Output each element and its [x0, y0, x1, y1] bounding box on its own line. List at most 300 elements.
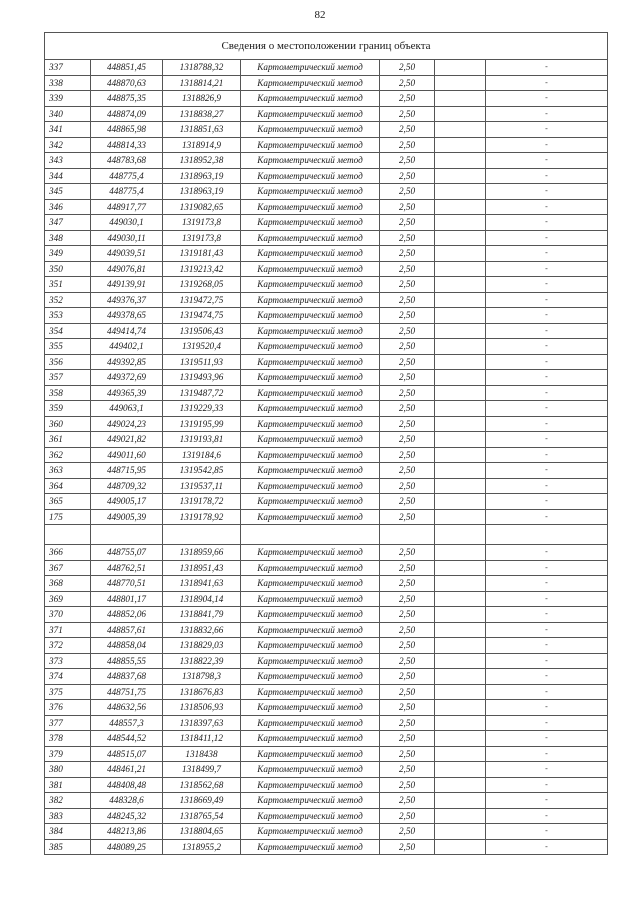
table-row	[45, 60, 608, 76]
description-cell: -	[486, 370, 608, 386]
point-number-cell: 344	[45, 168, 91, 184]
table-row	[45, 339, 608, 355]
precision-cell: 2,50	[380, 591, 435, 607]
x-coordinate-cell: 448515,07	[91, 746, 163, 762]
y-coordinate-cell: 1318676,83	[163, 684, 241, 700]
x-coordinate-cell: 448461,21	[91, 762, 163, 778]
method-cell: Картометрический метод	[241, 669, 380, 685]
description-cell: -	[486, 137, 608, 153]
empty-cell	[435, 700, 486, 716]
point-number-cell: 371	[45, 622, 91, 638]
point-number-cell: 338	[45, 75, 91, 91]
x-coordinate-cell: 448089,25	[91, 839, 163, 855]
table-row	[45, 669, 608, 685]
empty-cell	[435, 839, 486, 855]
x-coordinate-cell: 449414,74	[91, 323, 163, 339]
method-cell: Картометрический метод	[241, 91, 380, 107]
x-coordinate-cell: 449030,11	[91, 230, 163, 246]
empty-cell	[435, 261, 486, 277]
x-coordinate-cell: 449021,82	[91, 432, 163, 448]
y-coordinate-cell: 1319195,99	[163, 416, 241, 432]
point-number-cell: 365	[45, 494, 91, 510]
precision-cell: 2,50	[380, 824, 435, 840]
method-cell: Картометрический метод	[241, 731, 380, 747]
table-row	[45, 308, 608, 324]
empty-cell	[435, 545, 486, 561]
y-coordinate-cell: 1318963,19	[163, 168, 241, 184]
description-cell: -	[486, 777, 608, 793]
table-row	[45, 607, 608, 623]
y-coordinate-cell: 1319178,72	[163, 494, 241, 510]
point-number-cell: 347	[45, 215, 91, 231]
point-number-cell: 341	[45, 122, 91, 138]
method-cell: Картометрический метод	[241, 463, 380, 479]
point-number-cell: 370	[45, 607, 91, 623]
precision-cell: 2,50	[380, 793, 435, 809]
point-number-cell: 378	[45, 731, 91, 747]
table-row	[45, 638, 608, 654]
x-coordinate-cell: 449139,91	[91, 277, 163, 293]
y-coordinate-cell: 1318959,66	[163, 545, 241, 561]
precision-cell: 2,50	[380, 684, 435, 700]
description-cell: -	[486, 277, 608, 293]
point-number-cell: 382	[45, 793, 91, 809]
table-title-row	[45, 33, 608, 60]
empty-cell	[435, 762, 486, 778]
point-number-cell: 345	[45, 184, 91, 200]
y-coordinate-cell: 1318798,3	[163, 669, 241, 685]
x-coordinate-cell: 448632,56	[91, 700, 163, 716]
empty-cell	[435, 576, 486, 592]
description-cell: -	[486, 308, 608, 324]
description-cell: -	[486, 339, 608, 355]
empty-cell	[435, 153, 486, 169]
y-coordinate-cell: 1319213,42	[163, 261, 241, 277]
empty-cell	[435, 808, 486, 824]
table-row	[45, 509, 608, 525]
method-cell: Картометрический метод	[241, 215, 380, 231]
empty-cell	[435, 199, 486, 215]
x-coordinate-cell: 449076,81	[91, 261, 163, 277]
method-cell: Картометрический метод	[241, 199, 380, 215]
table-row	[45, 106, 608, 122]
method-cell: Картометрический метод	[241, 560, 380, 576]
separator-cell	[45, 525, 91, 545]
empty-cell	[435, 591, 486, 607]
description-cell: -	[486, 576, 608, 592]
precision-cell: 2,50	[380, 385, 435, 401]
point-number-cell: 362	[45, 447, 91, 463]
empty-cell	[435, 416, 486, 432]
separator-cell	[380, 525, 435, 545]
description-cell: -	[486, 354, 608, 370]
description-cell: -	[486, 75, 608, 91]
table-row	[45, 168, 608, 184]
y-coordinate-cell: 1318832,66	[163, 622, 241, 638]
description-cell: -	[486, 246, 608, 262]
y-coordinate-cell: 1318955,2	[163, 839, 241, 855]
point-number-cell: 343	[45, 153, 91, 169]
precision-cell: 2,50	[380, 416, 435, 432]
y-coordinate-cell: 1318904,14	[163, 591, 241, 607]
empty-cell	[435, 277, 486, 293]
precision-cell: 2,50	[380, 576, 435, 592]
precision-cell: 2,50	[380, 715, 435, 731]
precision-cell: 2,50	[380, 277, 435, 293]
empty-cell	[435, 339, 486, 355]
y-coordinate-cell: 1318765,54	[163, 808, 241, 824]
description-cell: -	[486, 839, 608, 855]
description-cell: -	[486, 607, 608, 623]
x-coordinate-cell: 448851,45	[91, 60, 163, 76]
description-cell: -	[486, 762, 608, 778]
point-number-cell: 349	[45, 246, 91, 262]
separator-cell	[241, 525, 380, 545]
table-row	[45, 137, 608, 153]
table-row	[45, 122, 608, 138]
empty-cell	[435, 246, 486, 262]
x-coordinate-cell: 448328,6	[91, 793, 163, 809]
table-row	[45, 401, 608, 417]
table-row	[45, 808, 608, 824]
table-row	[45, 385, 608, 401]
description-cell: -	[486, 638, 608, 654]
point-number-cell: 364	[45, 478, 91, 494]
precision-cell: 2,50	[380, 731, 435, 747]
boundary-coordinates-table	[44, 32, 608, 855]
x-coordinate-cell: 448715,95	[91, 463, 163, 479]
precision-cell: 2,50	[380, 75, 435, 91]
x-coordinate-cell: 448408,48	[91, 777, 163, 793]
empty-cell	[435, 746, 486, 762]
point-number-cell: 367	[45, 560, 91, 576]
table-row	[45, 292, 608, 308]
precision-cell: 2,50	[380, 463, 435, 479]
x-coordinate-cell: 448865,98	[91, 122, 163, 138]
method-cell: Картометрический метод	[241, 638, 380, 654]
y-coordinate-cell: 1319229,33	[163, 401, 241, 417]
separator-cell	[91, 525, 163, 545]
empty-cell	[435, 622, 486, 638]
table-row	[45, 199, 608, 215]
point-number-cell: 348	[45, 230, 91, 246]
precision-cell: 2,50	[380, 700, 435, 716]
y-coordinate-cell: 1318838,27	[163, 106, 241, 122]
table-row	[45, 463, 608, 479]
description-cell: -	[486, 560, 608, 576]
precision-cell: 2,50	[380, 622, 435, 638]
x-coordinate-cell: 448870,63	[91, 75, 163, 91]
y-coordinate-cell: 1318851,63	[163, 122, 241, 138]
point-number-cell: 374	[45, 669, 91, 685]
separator-cell	[435, 525, 486, 545]
y-coordinate-cell: 1318804,65	[163, 824, 241, 840]
x-coordinate-cell: 448709,32	[91, 478, 163, 494]
description-cell: -	[486, 653, 608, 669]
empty-cell	[435, 560, 486, 576]
point-number-cell: 353	[45, 308, 91, 324]
point-number-cell: 383	[45, 808, 91, 824]
precision-cell: 2,50	[380, 746, 435, 762]
empty-cell	[435, 292, 486, 308]
x-coordinate-cell: 449402,1	[91, 339, 163, 355]
point-number-cell: 385	[45, 839, 91, 855]
table-body	[45, 33, 608, 855]
y-coordinate-cell: 1319493,96	[163, 370, 241, 386]
empty-cell	[435, 323, 486, 339]
table-row	[45, 75, 608, 91]
description-cell: -	[486, 746, 608, 762]
y-coordinate-cell: 1319474,75	[163, 308, 241, 324]
point-number-cell: 359	[45, 401, 91, 417]
precision-cell: 2,50	[380, 122, 435, 138]
x-coordinate-cell: 448837,68	[91, 669, 163, 685]
method-cell: Картометрический метод	[241, 432, 380, 448]
y-coordinate-cell: 1319173,8	[163, 230, 241, 246]
x-coordinate-cell: 448775,4	[91, 168, 163, 184]
point-number-cell: 340	[45, 106, 91, 122]
table-row	[45, 494, 608, 510]
empty-cell	[435, 715, 486, 731]
table-row	[45, 824, 608, 840]
precision-cell: 2,50	[380, 184, 435, 200]
y-coordinate-cell: 1318841,79	[163, 607, 241, 623]
empty-cell	[435, 494, 486, 510]
point-number-cell: 350	[45, 261, 91, 277]
x-coordinate-cell: 448762,51	[91, 560, 163, 576]
method-cell: Картометрический метод	[241, 354, 380, 370]
method-cell: Картометрический метод	[241, 591, 380, 607]
y-coordinate-cell: 1319542,85	[163, 463, 241, 479]
empty-cell	[435, 793, 486, 809]
precision-cell: 2,50	[380, 777, 435, 793]
y-coordinate-cell: 1318914,9	[163, 137, 241, 153]
point-number-cell: 376	[45, 700, 91, 716]
precision-cell: 2,50	[380, 246, 435, 262]
point-number-cell: 361	[45, 432, 91, 448]
empty-cell	[435, 370, 486, 386]
y-coordinate-cell: 1319506,43	[163, 323, 241, 339]
precision-cell: 2,50	[380, 199, 435, 215]
empty-cell	[435, 91, 486, 107]
method-cell: Картометрический метод	[241, 153, 380, 169]
x-coordinate-cell: 449011,60	[91, 447, 163, 463]
y-coordinate-cell: 1319178,92	[163, 509, 241, 525]
y-coordinate-cell: 1318963,19	[163, 184, 241, 200]
method-cell: Картометрический метод	[241, 509, 380, 525]
empty-cell	[435, 824, 486, 840]
y-coordinate-cell: 1318822,39	[163, 653, 241, 669]
y-coordinate-cell: 1318669,49	[163, 793, 241, 809]
method-cell: Картометрический метод	[241, 839, 380, 855]
x-coordinate-cell: 449378,65	[91, 308, 163, 324]
method-cell: Картометрический метод	[241, 607, 380, 623]
description-cell: -	[486, 591, 608, 607]
table-row	[45, 370, 608, 386]
description-cell: -	[486, 323, 608, 339]
precision-cell: 2,50	[380, 308, 435, 324]
table-title: Сведения о местоположении границ объекта	[45, 33, 608, 60]
precision-cell: 2,50	[380, 230, 435, 246]
empty-cell	[435, 60, 486, 76]
table-row	[45, 622, 608, 638]
y-coordinate-cell: 1318499,7	[163, 762, 241, 778]
x-coordinate-cell: 448858,04	[91, 638, 163, 654]
page-number: 82	[314, 9, 326, 21]
empty-cell	[435, 653, 486, 669]
empty-cell	[435, 137, 486, 153]
precision-cell: 2,50	[380, 638, 435, 654]
empty-cell	[435, 401, 486, 417]
point-number-cell: 342	[45, 137, 91, 153]
table-row	[45, 839, 608, 855]
precision-cell: 2,50	[380, 137, 435, 153]
empty-cell	[435, 385, 486, 401]
precision-cell: 2,50	[380, 323, 435, 339]
point-number-cell: 368	[45, 576, 91, 592]
empty-cell	[435, 463, 486, 479]
precision-cell: 2,50	[380, 261, 435, 277]
method-cell: Картометрический метод	[241, 122, 380, 138]
x-coordinate-cell: 448855,55	[91, 653, 163, 669]
method-cell: Картометрический метод	[241, 261, 380, 277]
point-number-cell: 363	[45, 463, 91, 479]
x-coordinate-cell: 449005,17	[91, 494, 163, 510]
precision-cell: 2,50	[380, 153, 435, 169]
method-cell: Картометрический метод	[241, 137, 380, 153]
method-cell: Картометрический метод	[241, 576, 380, 592]
table-row	[45, 153, 608, 169]
precision-cell: 2,50	[380, 762, 435, 778]
precision-cell: 2,50	[380, 839, 435, 855]
x-coordinate-cell: 449365,39	[91, 385, 163, 401]
method-cell: Картометрический метод	[241, 824, 380, 840]
precision-cell: 2,50	[380, 370, 435, 386]
table-row	[45, 323, 608, 339]
description-cell: -	[486, 416, 608, 432]
table-row	[45, 416, 608, 432]
description-cell: -	[486, 168, 608, 184]
description-cell: -	[486, 401, 608, 417]
method-cell: Картометрический метод	[241, 323, 380, 339]
empty-cell	[435, 607, 486, 623]
x-coordinate-cell: 448755,07	[91, 545, 163, 561]
method-cell: Картометрический метод	[241, 808, 380, 824]
table-row	[45, 762, 608, 778]
empty-cell	[435, 215, 486, 231]
table-row	[45, 478, 608, 494]
description-cell: -	[486, 230, 608, 246]
description-cell: -	[486, 700, 608, 716]
description-cell: -	[486, 106, 608, 122]
x-coordinate-cell: 448875,35	[91, 91, 163, 107]
table-row	[45, 684, 608, 700]
precision-cell: 2,50	[380, 106, 435, 122]
point-number-cell: 373	[45, 653, 91, 669]
x-coordinate-cell: 449039,51	[91, 246, 163, 262]
y-coordinate-cell: 1319268,05	[163, 277, 241, 293]
precision-cell: 2,50	[380, 401, 435, 417]
table-row	[45, 230, 608, 246]
y-coordinate-cell: 1319520,4	[163, 339, 241, 355]
precision-cell: 2,50	[380, 292, 435, 308]
empty-cell	[435, 731, 486, 747]
precision-cell: 2,50	[380, 354, 435, 370]
precision-cell: 2,50	[380, 808, 435, 824]
description-cell: -	[486, 385, 608, 401]
point-number-cell: 360	[45, 416, 91, 432]
x-coordinate-cell: 449024,23	[91, 416, 163, 432]
x-coordinate-cell: 448213,86	[91, 824, 163, 840]
point-number-cell: 380	[45, 762, 91, 778]
method-cell: Картометрический метод	[241, 106, 380, 122]
precision-cell: 2,50	[380, 509, 435, 525]
method-cell: Картометрический метод	[241, 447, 380, 463]
empty-cell	[435, 184, 486, 200]
table-row	[45, 215, 608, 231]
precision-cell: 2,50	[380, 478, 435, 494]
description-cell: -	[486, 153, 608, 169]
method-cell: Картометрический метод	[241, 416, 380, 432]
empty-cell	[435, 638, 486, 654]
method-cell: Картометрический метод	[241, 246, 380, 262]
table-row	[45, 793, 608, 809]
x-coordinate-cell: 448245,32	[91, 808, 163, 824]
description-cell: -	[486, 478, 608, 494]
empty-cell	[435, 75, 486, 91]
y-coordinate-cell: 1319537,11	[163, 478, 241, 494]
y-coordinate-cell: 1318814,21	[163, 75, 241, 91]
table-row	[45, 277, 608, 293]
method-cell: Картометрический метод	[241, 308, 380, 324]
point-number-cell: 357	[45, 370, 91, 386]
point-number-cell: 372	[45, 638, 91, 654]
y-coordinate-cell: 1318788,32	[163, 60, 241, 76]
method-cell: Картометрический метод	[241, 715, 380, 731]
method-cell: Картометрический метод	[241, 478, 380, 494]
point-number-cell: 375	[45, 684, 91, 700]
description-cell: -	[486, 669, 608, 685]
description-cell: -	[486, 91, 608, 107]
method-cell: Картометрический метод	[241, 545, 380, 561]
precision-cell: 2,50	[380, 91, 435, 107]
y-coordinate-cell: 1318826,9	[163, 91, 241, 107]
description-cell: -	[486, 261, 608, 277]
separator-cell	[163, 525, 241, 545]
precision-cell: 2,50	[380, 168, 435, 184]
empty-cell	[435, 777, 486, 793]
empty-cell	[435, 230, 486, 246]
description-cell: -	[486, 292, 608, 308]
method-cell: Картометрический метод	[241, 277, 380, 293]
x-coordinate-cell: 448751,75	[91, 684, 163, 700]
x-coordinate-cell: 448801,17	[91, 591, 163, 607]
empty-cell	[435, 432, 486, 448]
description-cell: -	[486, 808, 608, 824]
group-separator-row	[45, 525, 608, 545]
y-coordinate-cell: 1319487,72	[163, 385, 241, 401]
x-coordinate-cell: 448557,3	[91, 715, 163, 731]
method-cell: Картометрический метод	[241, 75, 380, 91]
table-row	[45, 777, 608, 793]
x-coordinate-cell: 448857,61	[91, 622, 163, 638]
method-cell: Картометрический метод	[241, 700, 380, 716]
precision-cell: 2,50	[380, 447, 435, 463]
method-cell: Картометрический метод	[241, 622, 380, 638]
point-number-cell: 175	[45, 509, 91, 525]
description-cell: -	[486, 715, 608, 731]
table-row	[45, 545, 608, 561]
